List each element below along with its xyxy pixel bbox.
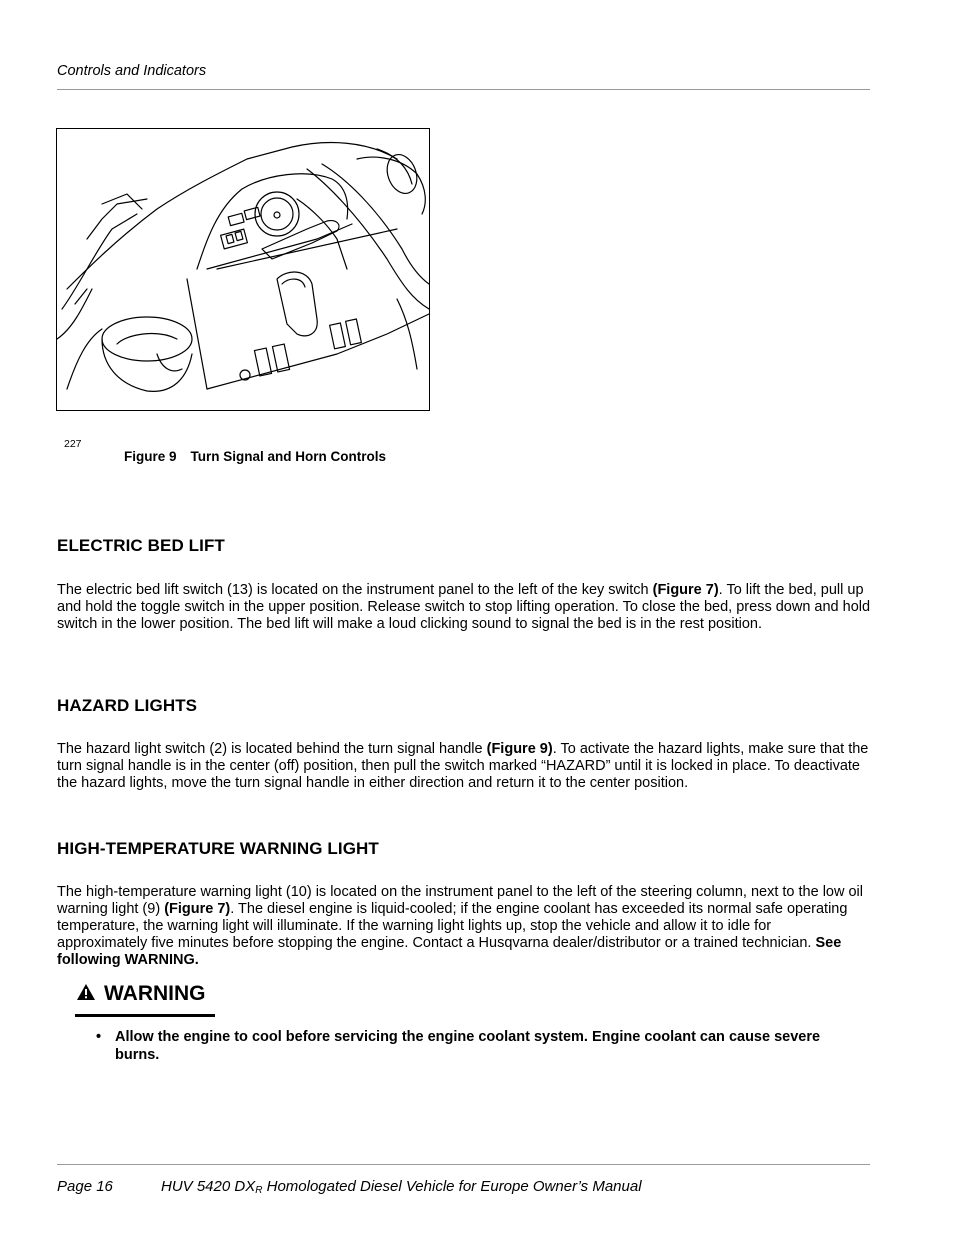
- footer-page-number: Page 16: [57, 1178, 113, 1195]
- heading-electric-bed-lift: ELECTRIC BED LIFT: [57, 536, 225, 555]
- figure-label: Figure 9: [124, 449, 177, 464]
- bullet-icon: •: [96, 1029, 102, 1045]
- footer-rule: [57, 1164, 870, 1165]
- warning-bullet-text: Allow the engine to cool before servicing the engine coolant system. Engine coolant can cause severe burns.: [115, 1029, 821, 1063]
- warning-rule: [75, 1014, 215, 1017]
- warning-bullet-list: [96, 1028, 856, 1064]
- figure-title: Turn Signal and Horn Controls: [190, 449, 387, 464]
- warning-triangle-icon: [76, 983, 96, 1006]
- figure-illustration: [56, 128, 430, 411]
- footer-manual-title: HUV 5420 $DX_R$ Homologated Diesel Vehicle for Europe Owner’s Manual: [161, 1178, 642, 1196]
- section-title: Controls and Indicators: [57, 63, 207, 79]
- figure-ref-number: 227: [64, 438, 82, 450]
- heading-hazard-lights: HAZARD LIGHTS: [57, 696, 198, 715]
- warning-header: [76, 982, 206, 1006]
- figure-caption: [124, 449, 386, 464]
- paragraph-hazard-lights: The hazard light switch (2) is located behind the turn signal handle (Figure 9). To activate the hazard lights, make sure that the turn signal handle is in the center (off) position, then pull the switch marked “HAZARD” until it is locked in place. To deactivate the hazard lights, move the turn signal handle in either direction and return it to the center position.: [57, 741, 869, 791]
- paragraph-high-temperature: The high-temperature warning light (10) is located on the instrument panel to the left of the steering column, next to the low oil warning light (9) (Figure 7). The diesel engine is liquid-cooled; if the engine coolant has exceeded its normal safe operating temperature, the warning light will illuminate. If the warning light lights up, stop the vehicle and allow it to idle for approximately five minutes before stopping the engine. Contact a Husqvarna dealer/distributor or a trained technician. See following WARNING.: [57, 884, 864, 968]
- paragraph-electric-bed-lift: The electric bed lift switch (13) is located on the instrument panel to the left of the key switch (Figure 7). To lift the bed, pull up and hold the toggle switch in the upper position. Release switch to stop lifting operation. To close the bed, press down and hold switch in the lower position. The bed lift will make a loud clicking sound to signal the bed is in the rest position.: [57, 582, 871, 632]
- warning-title: WARNING: [104, 982, 206, 1005]
- heading-high-temperature-warning-light: HIGH-TEMPERATURE WARNING LIGHT: [57, 839, 379, 858]
- list-item: [96, 1028, 856, 1064]
- header-rule: [57, 89, 870, 90]
